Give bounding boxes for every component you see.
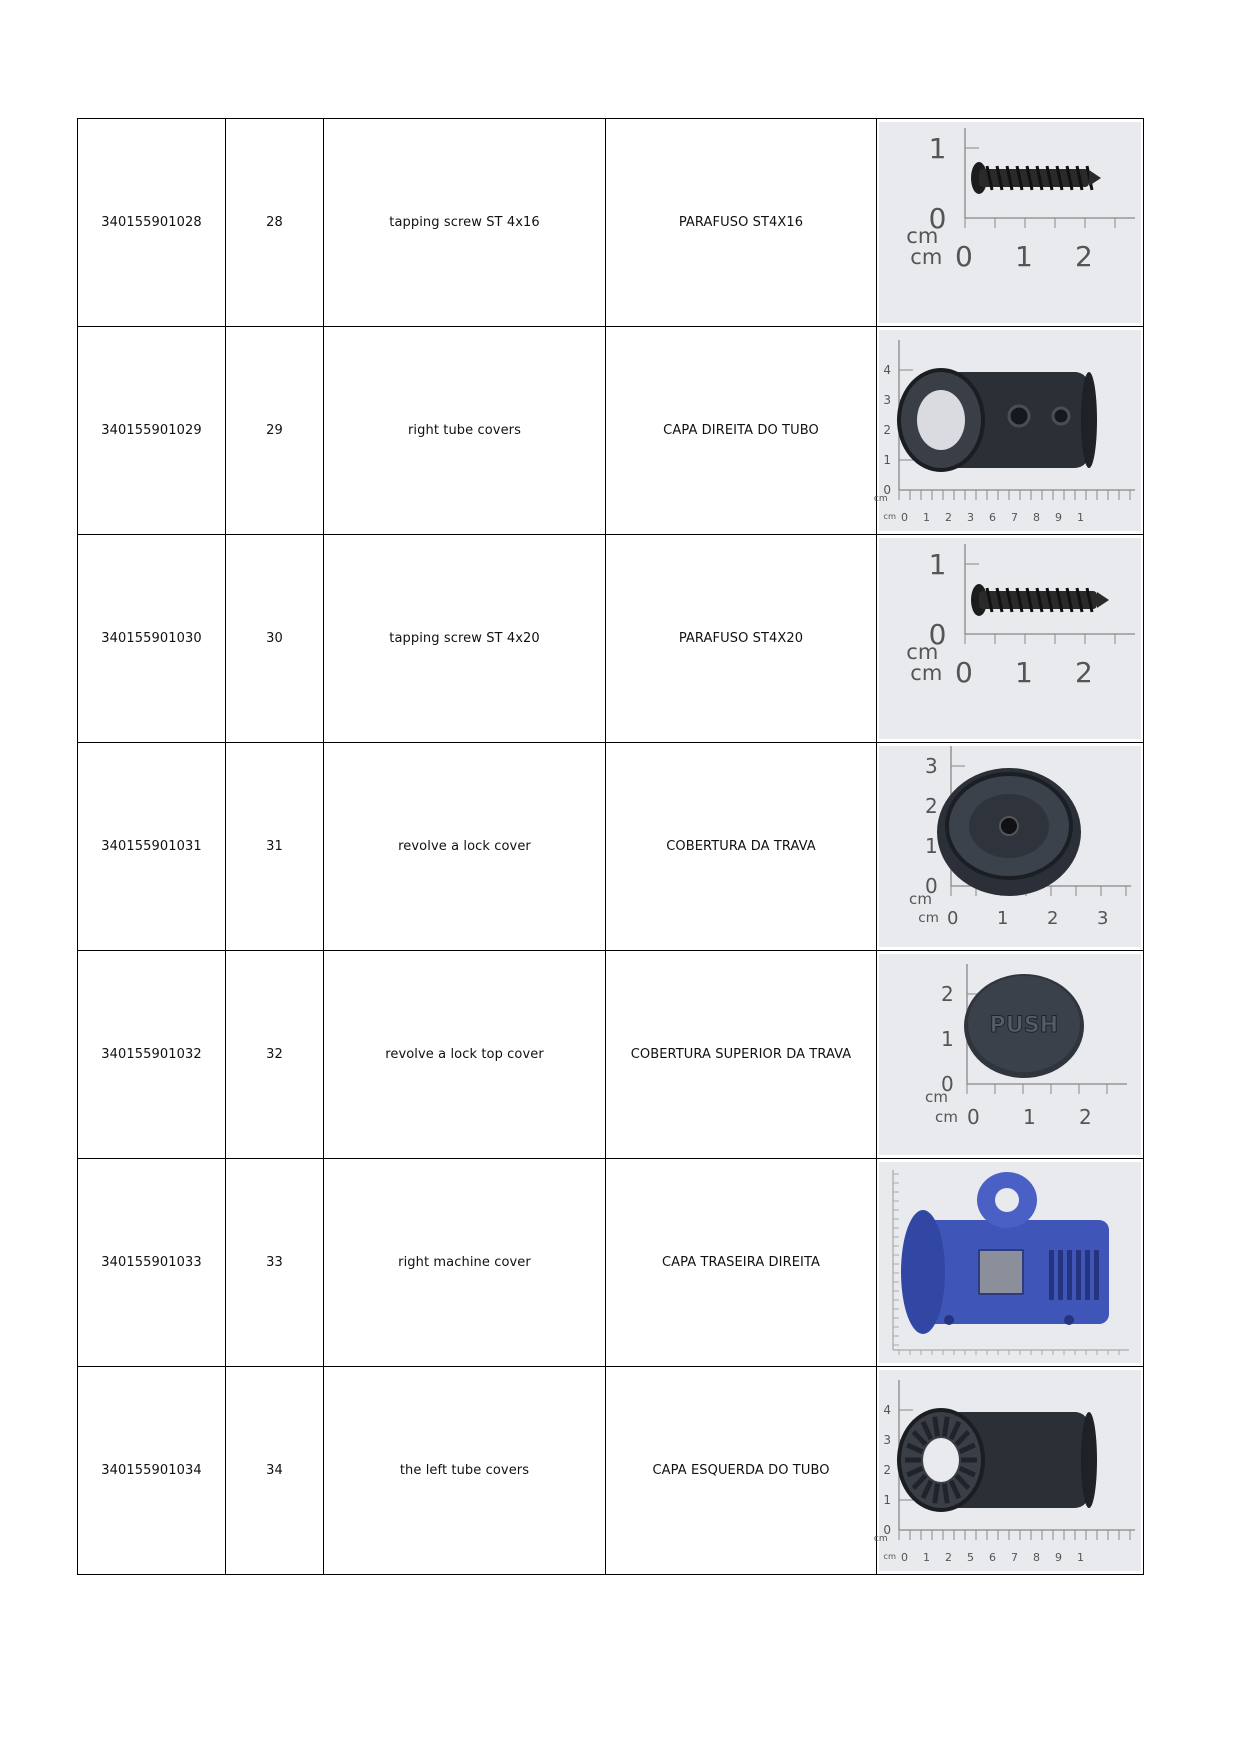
description-pt: CAPA DIREITA DO TUBO	[606, 327, 877, 535]
description-en: right tube covers	[324, 327, 606, 535]
item-number: 33	[226, 1159, 324, 1367]
table-row	[78, 327, 1144, 535]
part-code: 340155901028	[78, 119, 226, 327]
scale-label: 7	[1011, 1551, 1019, 1564]
scale-label: 3	[883, 393, 892, 408]
scale-label: 0	[955, 240, 973, 273]
scale-label: 6	[989, 1551, 997, 1564]
scale-label: 5	[967, 1551, 975, 1564]
tube-cover-shape	[899, 1410, 1097, 1510]
scale-label: 1	[1077, 1551, 1085, 1564]
scale-label: 0	[928, 201, 947, 235]
push-cap-photo	[879, 954, 1141, 1155]
photo-illustration	[879, 1162, 1141, 1363]
photo-illustration	[879, 954, 1141, 1155]
scale-unit: cm	[935, 1108, 959, 1126]
scale-label: 0	[901, 511, 909, 524]
scale-label: 4	[883, 363, 892, 378]
lock-cover-photo	[879, 746, 1141, 947]
table-row	[78, 535, 1144, 743]
scale-label: 1	[1015, 240, 1033, 273]
scale-label: 2	[1047, 908, 1059, 929]
scale-label: 0	[928, 617, 947, 651]
scale-label: 7	[1011, 511, 1019, 524]
scale-label: 1	[1077, 511, 1085, 524]
scale-label: 6	[989, 511, 997, 524]
table-row	[78, 1159, 1144, 1367]
screw-shape	[971, 584, 1109, 616]
scale-unit: cm	[925, 1088, 949, 1106]
item-number: 30	[226, 535, 324, 743]
tube-cover-photo	[873, 330, 1141, 531]
scale-label: 4	[883, 1403, 892, 1418]
part-code: 340155901033	[78, 1159, 226, 1367]
description-pt: CAPA TRASEIRA DIREITA	[606, 1159, 877, 1367]
screw-shape	[971, 162, 1101, 194]
machine-cover-shape	[893, 1170, 1129, 1355]
scale-unit: cm	[909, 890, 933, 908]
scale-label: 1	[923, 1551, 931, 1564]
scale-label: 0	[883, 483, 892, 498]
tube-cover-shape	[899, 370, 1097, 470]
scale-label: 9	[1055, 1551, 1063, 1564]
scale-label: 1	[923, 511, 931, 524]
description-pt: PARAFUSO ST4X16	[606, 119, 877, 327]
description-en: tapping screw ST 4x16	[324, 119, 606, 327]
description-en: revolve a lock top cover	[324, 951, 606, 1159]
scale-label: 1	[941, 1027, 954, 1051]
scale-label: 2	[945, 1551, 953, 1564]
scale-label: 1	[883, 453, 892, 468]
scale-label: 1	[997, 908, 1009, 929]
scale-unit: cm	[906, 224, 939, 249]
item-number: 28	[226, 119, 324, 327]
scale-label: 2	[1075, 240, 1093, 273]
scale-label: 2	[883, 1463, 892, 1478]
scale-ruler	[906, 544, 1135, 689]
scale-unit: cm	[873, 1533, 888, 1544]
photo-illustration	[879, 122, 1141, 323]
table-row	[78, 743, 1144, 951]
scale-label: 0	[967, 1105, 980, 1129]
push-label: PUSH	[989, 1013, 1059, 1038]
tapping-screw-photo	[879, 122, 1141, 323]
scale-label: 0	[883, 1523, 892, 1538]
scale-label: 3	[883, 1433, 892, 1448]
scale-label: 0	[901, 1551, 909, 1564]
photo-illustration	[873, 1370, 1141, 1571]
description-en: right machine cover	[324, 1159, 606, 1367]
part-image-cell	[877, 951, 1144, 1159]
table-row	[78, 951, 1144, 1159]
description-pt: PARAFUSO ST4X20	[606, 535, 877, 743]
push-cap-shape	[964, 974, 1084, 1078]
scale-label: 2	[1079, 1105, 1092, 1129]
photo-illustration	[873, 330, 1141, 531]
item-number: 29	[226, 327, 324, 535]
part-image-cell	[873, 1367, 1144, 1575]
scale-label: 2	[945, 511, 953, 524]
scale-label: 8	[1033, 511, 1041, 524]
scale-unit: cm	[906, 640, 939, 665]
scale-label: 0	[941, 1072, 954, 1096]
description-en: revolve a lock cover	[324, 743, 606, 951]
table-row	[78, 1367, 1144, 1575]
part-image-cell	[877, 119, 1144, 327]
scale-unit: cm	[910, 661, 943, 685]
machine-cover-photo	[879, 1162, 1141, 1363]
lock-cover-shape	[937, 768, 1081, 896]
scale-label: 0	[947, 908, 959, 929]
item-number: 31	[226, 743, 324, 951]
tapping-screw-photo	[879, 538, 1141, 739]
description-en: the left tube covers	[324, 1367, 606, 1575]
photo-illustration	[879, 746, 1141, 947]
tube-cover-photo	[873, 1370, 1141, 1571]
description-pt: COBERTURA DA TRAVA	[606, 743, 877, 951]
part-code: 340155901029	[78, 327, 226, 535]
scale-label: 2	[1075, 656, 1093, 689]
scale-label: 1	[1015, 656, 1033, 689]
scale-label: 3	[925, 754, 938, 778]
scale-ruler	[906, 128, 1135, 273]
part-image-cell	[877, 1159, 1144, 1367]
scale-unit: cm	[883, 511, 897, 521]
scale-unit: cm	[883, 1551, 897, 1561]
scale-unit: cm	[910, 245, 943, 269]
part-image-cell	[873, 327, 1144, 535]
scale-label: 1	[928, 131, 947, 165]
description-pt: CAPA ESQUERDA DO TUBO	[606, 1367, 877, 1575]
scale-label: 1	[928, 547, 947, 581]
part-image-cell	[877, 743, 1144, 951]
description-pt: COBERTURA SUPERIOR DA TRAVA	[606, 951, 877, 1159]
item-number: 32	[226, 951, 324, 1159]
scale-label: 3	[967, 511, 975, 524]
photo-illustration	[879, 538, 1141, 739]
scale-label: 8	[1033, 1551, 1041, 1564]
description-en: tapping screw ST 4x20	[324, 535, 606, 743]
scale-label: 2	[925, 794, 938, 818]
scale-unit: cm	[918, 910, 939, 926]
scale-label: 2	[941, 982, 954, 1006]
scale-label: 1	[1023, 1105, 1036, 1129]
scale-label: 3	[1097, 908, 1109, 929]
part-code: 340155901032	[78, 951, 226, 1159]
scale-label: 0	[955, 656, 973, 689]
scale-label: 1	[883, 1493, 892, 1508]
scale-unit: cm	[873, 493, 888, 504]
part-code: 340155901031	[78, 743, 226, 951]
item-number: 34	[226, 1367, 324, 1575]
part-code: 340155901030	[78, 535, 226, 743]
table-row	[78, 119, 1144, 327]
scale-label: 1	[925, 834, 938, 858]
part-code: 340155901034	[78, 1367, 226, 1575]
scale-label: 9	[1055, 511, 1063, 524]
scale-label: 2	[883, 423, 892, 438]
scale-label: 0	[925, 874, 938, 898]
part-image-cell	[877, 535, 1144, 743]
parts-table	[77, 118, 1144, 1575]
